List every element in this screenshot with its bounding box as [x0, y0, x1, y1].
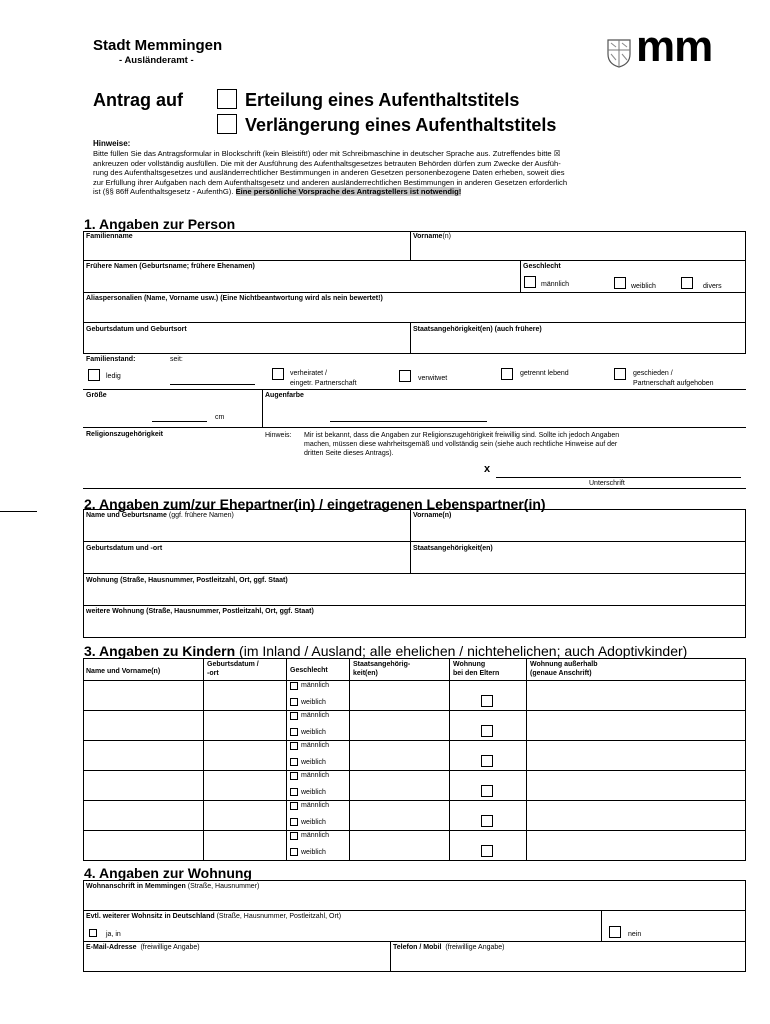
option-erteilung-label: Erteilung eines Aufenthaltstitels — [245, 90, 520, 110]
alias-label: Aliaspersonalien (Name, Vorname usw.) (Eine Nichtbeantwortung wird als nein bewertet!) — [86, 295, 383, 302]
telefon-hint: (freiwillige Angabe) — [445, 944, 505, 951]
verheiratet-label-1: verheiratet / — [290, 370, 327, 377]
kind-maennlich-checkbox[interactable] — [290, 682, 298, 690]
getrennt-checkbox[interactable] — [501, 368, 513, 380]
verheiratet-label-2: eingetr. Partnerschaft — [290, 380, 357, 387]
office-name: - Ausländeramt - — [119, 55, 194, 66]
seit-line[interactable] — [170, 384, 255, 385]
weiblich-checkbox[interactable] — [614, 277, 626, 289]
partner-geburt-label: Geburtsdatum und -ort — [86, 545, 163, 552]
kinder-row[interactable] — [83, 680, 746, 710]
section2-title: 2. Angaben zum/zur Ehepartner(in) / eingetragenen Lebenspartner(in) — [84, 496, 546, 512]
section4-title: 4. Angaben zur Wohnung — [84, 865, 252, 881]
kinder-row[interactable] — [83, 800, 746, 830]
hinweis-label: Hinweis: — [265, 432, 292, 439]
hinweis-line-3: dritten Seite dieses Antrags). — [304, 450, 394, 457]
kind-weiblich-checkbox[interactable] — [290, 788, 298, 796]
col-geschlecht-label: Geschlecht — [290, 667, 328, 674]
kind-weiblich-checkbox[interactable] — [290, 728, 298, 736]
email-label: E-Mail-Adresse — [86, 944, 137, 951]
kind-maennlich-label: männlich — [301, 802, 330, 809]
ledig-label: ledig — [106, 373, 121, 380]
groesse-line[interactable] — [152, 421, 207, 422]
notes-line-4: zur Erfüllung ihrer Aufgaben nach dem Aufenthaltsgesetz und anderen ausländerrechtlichen Bestimmungen in anderen Gesetzen erforderlich — [93, 177, 568, 187]
verheiratet-checkbox[interactable] — [272, 368, 284, 380]
augenfarbe-label: Augenfarbe — [265, 392, 304, 399]
kind-weiblich-label: weiblich — [301, 699, 326, 706]
partner-weitere-label: weitere Wohnung (Straße, Hausnummer, Postleitzahl, Ort, ggf. Staat) — [86, 608, 314, 615]
partner-name-hint: (ggf. frühere Namen) — [168, 512, 234, 519]
signature-x: x — [484, 463, 491, 475]
kind-weiblich-label: weiblich — [301, 729, 326, 736]
kind-maennlich-checkbox[interactable] — [290, 802, 298, 810]
kind-maennlich-label: männlich — [301, 742, 330, 749]
wohnanschrift-label: Wohnanschrift in Memmingen — [86, 883, 186, 890]
col-geburt-label-2: -ort — [207, 670, 219, 677]
kind-maennlich-checkbox[interactable] — [290, 772, 298, 780]
kinder-row[interactable] — [83, 710, 746, 740]
option-erteilung-checkbox[interactable] — [217, 89, 237, 109]
option-verlaengerung-label: Verlängerung eines Aufenthaltstitels — [245, 115, 557, 135]
nein-label: nein — [628, 931, 642, 938]
kind-maennlich-checkbox[interactable] — [290, 742, 298, 750]
section1-title: 1. Angaben zur Person — [84, 216, 236, 232]
weiterer-wohnsitz-label: Evtl. weiterer Wohnsitz in Deutschland — [86, 913, 215, 920]
kinder-row[interactable] — [83, 770, 746, 800]
kind-weiblich-checkbox[interactable] — [290, 758, 298, 766]
partner-name-label: Name und Geburtsname — [86, 512, 167, 519]
partner-vorname-label: Vorname(n) — [413, 512, 452, 519]
fruehere-namen-label: Frühere Namen (Geburtsname; frühere Ehenamen) — [86, 263, 255, 270]
col-staat-label-1: Staatsangehörig- — [353, 661, 411, 668]
kind-weiblich-label: weiblich — [301, 759, 326, 766]
familienstand-label: Familienstand: — [86, 356, 136, 363]
notes-line-3: rung des Aufenthaltsgesetzes und ausländerrechtlicher Bestimmungen in anderen Gesetzen personenbezogene Daten erheben, soweit dies — [93, 168, 565, 177]
kind-wohnung-eltern-checkbox[interactable] — [481, 845, 493, 857]
coat-of-arms-icon — [606, 38, 632, 68]
kinder-row[interactable] — [83, 830, 746, 860]
kind-wohnung-eltern-checkbox[interactable] — [481, 695, 493, 707]
notes-line-5: ist (§§ 86ff Aufenthaltsgesetz - AufenthG). — [93, 187, 234, 196]
notes-line-2: ankreuzen oder vollständig ausfüllen. Die mit der Ausführung des Aufenthaltsgesetzes betrauten Behörden dürfen zum Zwecke der Ausfüh- — [93, 158, 561, 168]
col-name-label: Name und Vorname(n) — [86, 668, 161, 675]
kind-wohnung-eltern-checkbox[interactable] — [481, 755, 493, 767]
nein-checkbox[interactable] — [609, 926, 621, 938]
hinweis-line-1: Mir ist bekannt, dass die Angaben zur Religionszugehörigkeit freiwillig sind. Sollte ich jedoch Angaben — [304, 432, 620, 439]
seit-label: seit: — [170, 356, 183, 363]
ja-checkbox[interactable] — [89, 929, 97, 937]
section3-title-bold: 3. Angaben zu Kindern — [84, 643, 236, 659]
verwitwet-checkbox[interactable] — [399, 370, 411, 382]
weiterer-wohnsitz-hint: (Straße, Hausnummer, Postleitzahl, Ort) — [216, 913, 342, 920]
groesse-label: Größe — [86, 392, 107, 399]
geschieden-label-2: Partnerschaft aufgehoben — [633, 380, 714, 387]
option-verlaengerung-checkbox[interactable] — [217, 114, 237, 134]
kind-weiblich-label: weiblich — [301, 789, 326, 796]
vorname-label: Vorname — [413, 233, 443, 240]
ledig-checkbox[interactable] — [88, 369, 100, 381]
kind-maennlich-checkbox[interactable] — [290, 712, 298, 720]
col-geburt-label-1: Geburtsdatum / — [207, 661, 259, 668]
maennlich-label: männlich — [541, 281, 570, 288]
notes-highlight: Eine persönliche Vorsprache des Antragstellers ist notwendig! — [235, 187, 462, 196]
geburt-label: Geburtsdatum und Geburtsort — [86, 326, 187, 333]
geschieden-label-1: geschieden / — [633, 370, 673, 377]
staatsang-label: Staatsangehörigkeit(en) (auch frühere) — [413, 326, 542, 333]
wohnanschrift-hint: (Straße, Hausnummer) — [187, 883, 260, 890]
kind-wohnung-eltern-checkbox[interactable] — [481, 815, 493, 827]
kind-maennlich-checkbox[interactable] — [290, 832, 298, 840]
kind-weiblich-label: weiblich — [301, 849, 326, 856]
kind-maennlich-label: männlich — [301, 712, 330, 719]
telefon-label: Telefon / Mobil — [393, 944, 442, 951]
title-prefix: Antrag auf — [93, 90, 183, 110]
vorname-suffix: (n) — [442, 233, 451, 240]
col-staat-label-2: keit(en) — [353, 670, 378, 677]
kind-weiblich-label: weiblich — [301, 819, 326, 826]
col-wohn-label-1: Wohnung — [453, 661, 486, 668]
col-wohn-label-2: bei den Eltern — [453, 670, 500, 677]
cm-label: cm — [215, 414, 225, 421]
ja-label: ja, in — [106, 931, 121, 938]
weiterer-wohnsitz-nein-cell — [601, 910, 746, 942]
kind-maennlich-label: männlich — [301, 832, 330, 839]
email-hint: (freiwillige Angabe) — [140, 944, 200, 951]
kinder-row[interactable] — [83, 740, 746, 770]
notes-text — [93, 149, 753, 197]
kind-weiblich-checkbox[interactable] — [290, 848, 298, 856]
kind-wohnung-eltern-checkbox[interactable] — [481, 785, 493, 797]
familienname-label: Familienname — [86, 233, 133, 240]
religion-label: Religionszugehörigkeit — [86, 431, 164, 438]
vorname-field[interactable] — [410, 231, 746, 261]
augenfarbe-line[interactable] — [330, 421, 487, 422]
unterschrift-label: Unterschrift — [589, 480, 625, 487]
divers-label: divers — [703, 283, 722, 290]
section3-title-rest: (im Inland / Ausland; alle ehelichen / nichtehelichen; auch Adoptivkinder) — [235, 643, 688, 659]
kind-weiblich-checkbox[interactable] — [290, 818, 298, 826]
weiblich-label: weiblich — [631, 283, 656, 290]
geschieden-checkbox[interactable] — [614, 368, 626, 380]
divers-checkbox[interactable] — [681, 277, 693, 289]
city-name: Stadt Memmingen — [93, 37, 223, 54]
col-aus-label-1: Wohnung außerhalb — [530, 661, 598, 668]
verwitwet-label: verwitwet — [418, 375, 448, 382]
col-aus-label-2: (genaue Anschrift) — [530, 670, 592, 677]
getrennt-label: getrennt lebend — [520, 370, 569, 377]
logo-text: mm — [636, 22, 713, 71]
kind-weiblich-checkbox[interactable] — [290, 698, 298, 706]
geschlecht-label: Geschlecht — [523, 263, 561, 270]
kind-wohnung-eltern-checkbox[interactable] — [481, 725, 493, 737]
kind-maennlich-label: männlich — [301, 682, 330, 689]
signature-line[interactable] — [496, 477, 741, 478]
kind-maennlich-label: männlich — [301, 772, 330, 779]
partner-vorname-field[interactable] — [410, 509, 746, 542]
partner-wohnung-label: Wohnung (Straße, Hausnummer, Postleitzahl, Ort, ggf. Staat) — [86, 577, 288, 584]
section3-title — [84, 643, 687, 659]
notes-line-1: Bitte füllen Sie das Antragsformular in Blockschrift (kein Bleistift!) oder mit Schreibmaschine in deutscher Sprache aus. Zutreffendes bitte ☒ — [93, 149, 561, 158]
maennlich-checkbox[interactable] — [524, 276, 536, 288]
partner-staatsang-label: Staatsangehörigkeit(en) — [413, 545, 493, 552]
notes-heading: Hinweise: — [93, 139, 131, 148]
hinweis-line-2: machen, müssen diese wahrheitsgemäß und vollständig sein (siehe auch rechtliche Hinweise auf der — [304, 441, 618, 448]
